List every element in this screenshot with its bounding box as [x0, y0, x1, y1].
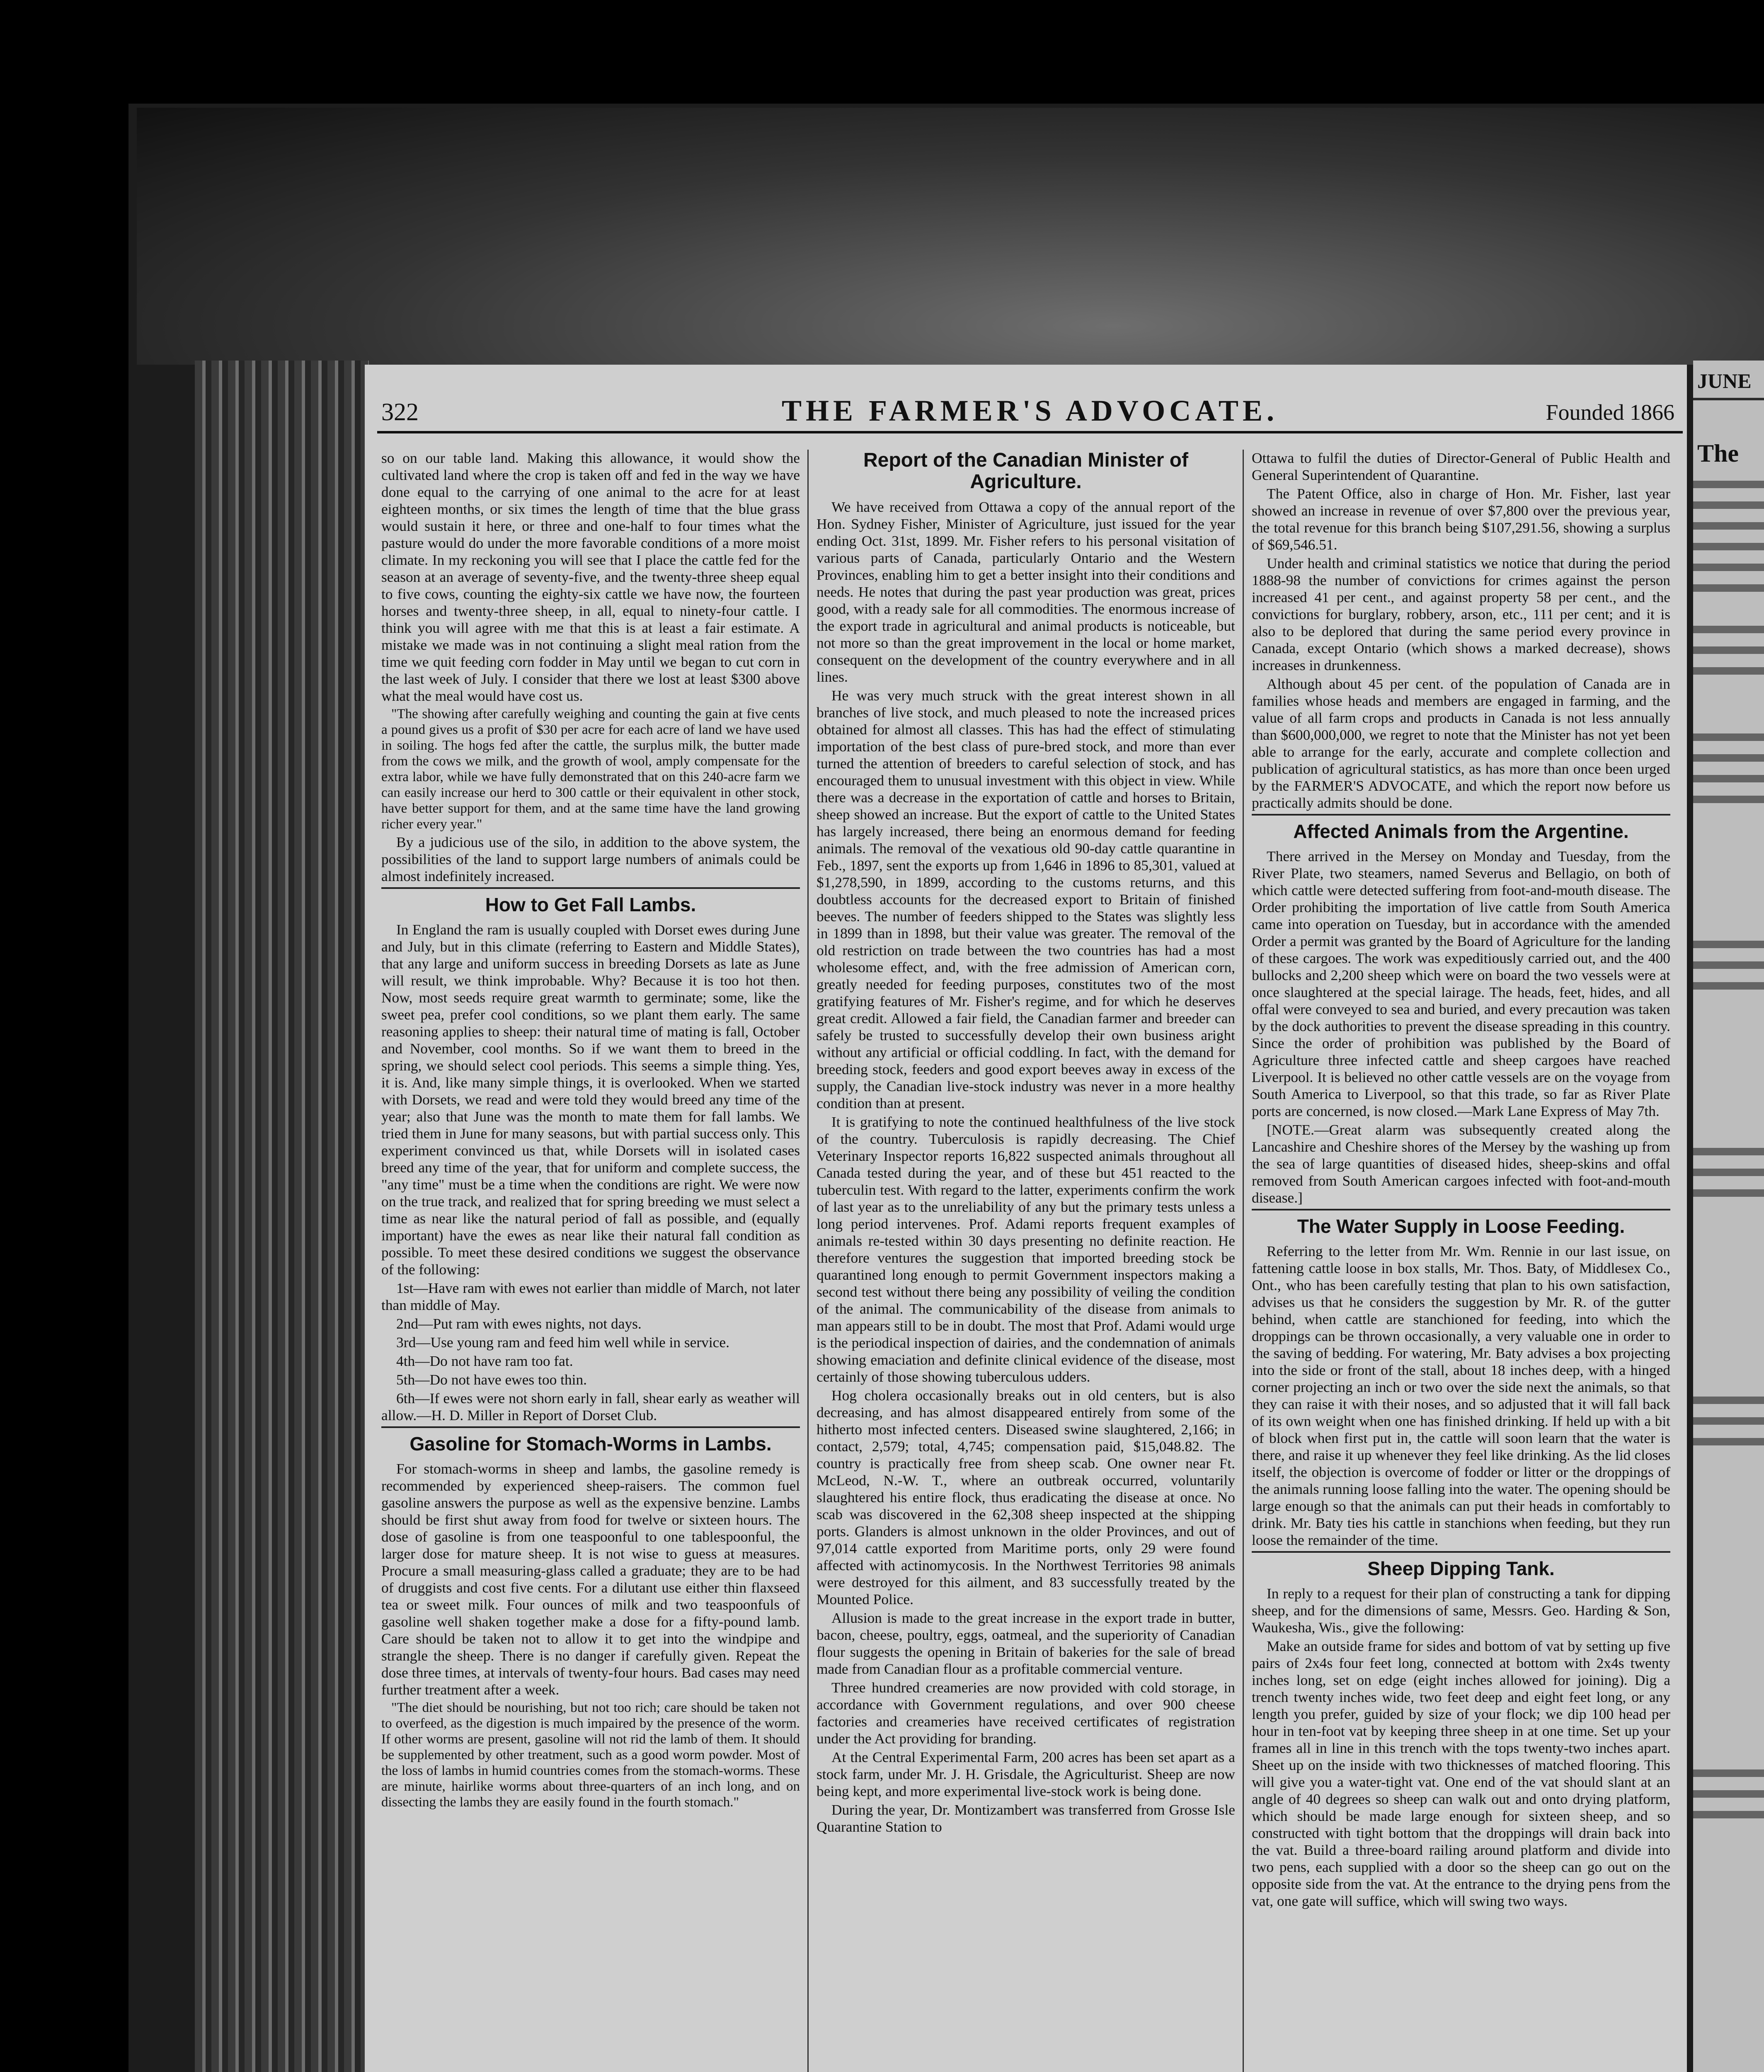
article-paragraph: There arrived in the Mersey on Monday and Tuesday, from the River Plate, two steamers, named Severus and Bellagio, on both of which cattle were detected suffering from foot-and-mouth disease. The Order prohibiting the importation of live cattle from South America came into operation on Tuesday, but in accordance with the amended Order a permit was granted by the Board of Agriculture for the landing of these cargoes. The work was expeditiously carried out, and the 400 bullocks and 2,200 sheep which were on board the two vessels were at once slaughtered at the special lairage. The heads, feet, hides, and all offal were conveyed to sea and buried, and every precaution was taken by the dock authorities to prevent the disease spreading in this country. Since the order of prohibition was published by the Board of Agriculture three infected cattle and sheep cargoes have reached Liverpool. It is believed no other cattle vessels are on the voyage from South America to Liverpool, so that this trade, so far as River Plate ports are concerned, is now closed.—Mark Lane Express of May 7th.: [1252, 848, 1670, 1119]
column-right: [1252, 450, 1670, 1911]
founded-label: Founded 1866: [1546, 400, 1674, 425]
facing-page-header: JUNE: [1697, 369, 1752, 392]
article-paragraph: At the Central Experimental Farm, 200 acres has been set apart as a stock farm, under Mr. J. H. Grisdale, the Agriculturist. Sheep are now being kept, and more experimental live-stock work is being done.: [817, 1749, 1235, 1799]
facing-page-text-line: [1693, 584, 1764, 592]
article-paragraph: He was very much struck with the great interest shown in all branches of live stock, and much pleased to note the increased prices obtained for almost all classes. This has had the effect of stimulating importation of the best class of pure-bred stock, and more than ever turned the attention of breeders to careful selection of stock, and has encouraged them to unusual investment with this object in view. While there was a decrease in the exportation of cattle and horses to Britain, sheep showed an increase. But the export of cattle to the United States has largely increased, there being an enormous demand for feeding animals. The removal of the vexatious old 90-day cattle quarantine in Feb., 1897, sent the exports up from 1,646 in 1896 to 85,301, valued at $1,278,590, in 1899, according to the customs returns, and this doubtless accounts for the decreased export to Britain of finished beeves. The number of feeders shipped to the States was slightly less in 1899 than in 1898, but their value was greater. The removal of the old restriction on trade between the two countries has had a most wholesome effect, and, with the free admission of American corn, greatly needed for feeding purposes, constitutes two of the most gratifying features of Mr. Fisher's regime, and for which he deserves great credit. Allowed a fair field, the Canadian farmer and breeder can safely be trusted to successfully develop their own business aright without any artificial or official coddling. In fact, with the demand for breeding stock, feeders and good export beeves away in excess of the supply, the Canadian live-stock industry was never in a more healthy condition than at present.: [817, 687, 1235, 1111]
headline-fall-lambs: How to Get Fall Lambs.: [485, 894, 696, 915]
facing-page-text-line: [1693, 1169, 1764, 1176]
headline-argentine: Affected Animals from the Argentine.: [1293, 821, 1629, 842]
facing-page-text-line: [1693, 501, 1764, 509]
article-paragraph: In reply to a request for their plan of constructing a tank for dipping sheep, and for the dimensions of same, Messrs. Geo. Harding & Son, Waukesha, Wis., give the following:: [1252, 1585, 1670, 1636]
section-divider: [1252, 814, 1670, 816]
article-paragraph: The Patent Office, also in charge of Hon. Mr. Fisher, last year showed an increase in revenue of over $7,800 over the previous year, the total revenue for this branch being $107,291.56, showing a surplus of $69,546.51.: [1252, 485, 1670, 553]
facing-page-title: The: [1697, 440, 1739, 467]
facing-page-text-line: [1693, 775, 1764, 782]
facing-page: [1693, 361, 1764, 2072]
top-border: [0, 0, 1764, 104]
rule-item: 3rd—Use young ram and feed him well while in service.: [396, 1334, 729, 1351]
article-paragraph: Under health and criminal statistics we notice that during the period 1888-98 the number of convictions for crimes against the person increased 41 per cent., and against property 58 per cent., and the convictions for burglary, robbery, arson, etc., 111 per cent; and it is also to be deplored that during the same period every province in Canada, except Ontario (which shows a marked decrease), shows increases in drunkenness.: [1252, 555, 1670, 673]
article-paragraph: For stomach-worms in sheep and lambs, the gasoline remedy is recommended by experienced sheep-raisers. The common fuel gasoline answers the purpose as well as the expensive benzine. Lambs should be first shut away from food for twelve or sixteen hours. The dose of gasoline is from one teaspoonful to one tablespoonful, the larger dose for mature sheep. It is not wise to guess at measures. Procure a small measuring-glass called a graduate; they are to be had of druggists and cost five cents. For a dilutant use either thin flaxseed tea or sweet milk. Four ounces of milk and two teaspoonfuls of gasoline well shaken together make a dose for a fifty-pound lamb. Care should be taken not to allow it to get into the windpipe and strangle the sheep. There is no danger if carefully given. Repeat the dose three times, at intervals of twenty-four hours. Bad cases may need further treatment after a week.: [381, 1460, 800, 1698]
article-paragraph: Ottawa to fulfil the duties of Director-General of Public Health and General Superintendent of Quarantine.: [1252, 450, 1670, 483]
facing-page-text-line: [1693, 1189, 1764, 1197]
article-paragraph: Make an outside frame for sides and bottom of vat by setting up five pairs of 2x4s four feet long, connected at bottom with 2x4s twenty inches long, set on edge (eight inches allowed for joining). Dig a trench twenty inches wide, two feet deep and eight feet long, or any length you prefer, guided by size of your flock; we dip 100 head per hour in ten-foot vat by keeping three sheep in at one time. Set up your frames all in line in this trench with the tops twenty-two inches apart. Sheet up on the inside with two thicknesses of matched flooring. This will give you a water-tight vat. One end of the vat should slant at an angle of 40 degrees so sheep can walk out and onto drying platform, which should be made large enough for sixteen sheep, and so constructed with tight bottom that the droppings will drain back into the vat. Build a three-board railing around platform and divide into two pens, each supplied with a door so the sheep can go out on the opposite side from the vat. At the entrance to the drying pens from the vat, one gate will suffice, which will swing two ways.: [1252, 1638, 1670, 1909]
quoted-paragraph: "The diet should be nourishing, but not too rich; care should be taken not to overfeed, as the digestion is much impaired by the presence of the worm. If other worms are present, gasoline will not rid the lamb of them. It should be supplemented by other treatment, such as a good worm powder. Most of the loss of lambs in humid countries comes from the stomach-worms. These are minute, hairlike worms about three-quarters of an inch long, and on dissecting the lambs they are easily found in the fourth stomach.": [381, 1700, 800, 1810]
article-paragraph: Three hundred creameries are now provided with cold storage, in accordance with Government regulations, and over 900 cheese factories and creameries have received certificates of registration under the Act providing for branding.: [817, 1679, 1235, 1747]
facing-page-text-line: [1693, 754, 1764, 762]
rule-item: 4th—Do not have ram too fat.: [396, 1353, 573, 1369]
headline-water-supply: The Water Supply in Loose Feeding.: [1297, 1215, 1625, 1237]
facing-page-text-line: [1693, 667, 1764, 675]
facing-page-text-line: [1693, 522, 1764, 530]
newspaper-page: [365, 365, 1687, 2072]
facing-page-text-line: [1693, 626, 1764, 633]
facing-page-text-line: [1693, 646, 1764, 654]
section-divider: [1252, 1209, 1670, 1210]
masthead: [377, 394, 1683, 433]
facing-page-text-line: [1693, 1811, 1764, 1818]
facing-page-text-line: [1693, 982, 1764, 990]
binding-shadow: [137, 108, 1764, 365]
article-paragraph: Although about 45 per cent. of the population of Canada are in families whose heads and members are engaged in farming, and the value of all farm crops and products in Canada is not less annually than $600,000,000, we regret to note that the Minister has not yet been able to arrange for the early, accurate and complete collection and publication of agricultural statistics, as has more than once been urged by the FARMER'S ADVOCATE, and which the report now before us practically admits should be done.: [1252, 675, 1670, 811]
quoted-paragraph: "The showing after carefully weighing and counting the gain at five cents a pound gives us a profit of $30 per acre for each acre of land we have used in soiling. The hogs fed after the cattle, the surplus milk, the butter made from the cows we milk, and the growth of wool, amply compensate for the extra labor, while we have fully demonstrated that on this 240-acre farm we can easily increase our herd to 300 cattle or their equivalent in other stock, have better support for them, and at the same time have the land growing richer every year.": [381, 707, 800, 832]
facing-page-text-line: [1693, 481, 1764, 488]
facing-page-text-line: [1693, 1417, 1764, 1425]
rule-item: 5th—Do not have ewes too thin.: [396, 1371, 587, 1388]
article-paragraph: During the year, Dr. Montizambert was transferred from Grosse Isle Quarantine Station to: [817, 1801, 1235, 1835]
facing-page-rule: [1693, 398, 1764, 400]
headline-gasoline: Gasoline for Stomach-Worms in Lambs.: [410, 1433, 772, 1455]
article-paragraph: so on our table land. Making this allowance, it would show the cultivated land where the crop is taken off and fed in the way we have done equal to the carrying of one animal to the acre for at least eighteen months, or six times the length of time that the blue grass would sustain it here, or three and one-half to four times what the pasture would do under the more favorable conditions of a more moist climate. In my reckoning you will see that I place the cattle fed for the season at an average of seventy-five, and the twenty-three sheep equal to five cows, counting the eighty-six cattle we have now, the fourteen horses and twenty-three sheep, in all, equal to ninety-four cattle. I think you will agree with me that this is at least a fair estimate. A mistake we made was in not continuing a slight meal ration from the time we quit feeding corn fodder in May until we began to cut corn in the last week of July. I consider that there we lost at least $300 above what the meal would have cost us.: [381, 450, 800, 704]
facing-page-text-line: [1693, 564, 1764, 571]
section-divider: [1252, 1551, 1670, 1553]
headline-dipping-tank: Sheep Dipping Tank.: [1367, 1558, 1555, 1579]
article-paragraph: Allusion is made to the great increase in the export trade in butter, bacon, cheese, poultry, eggs, oatmeal, and the superiority of Canadian flour suggests the opening in Britain of bakeries for the sale of bread made from Canadian flour as a profitable commercial venture.: [817, 1610, 1235, 1677]
facing-page-text-line: [1693, 961, 1764, 969]
facing-page-text-line: [1693, 1769, 1764, 1777]
column-middle: [817, 450, 1235, 1837]
page-number: 322: [381, 398, 419, 426]
article-paragraph: We have received from Ottawa a copy of the annual report of the Hon. Sydney Fisher, Minister of Agriculture, just issued for the year ending Oct. 31st, 1899. Mr. Fisher refers to his personal visitation of various parts of Canada, particularly Ontario and the Western Provinces, enabling him to get a better insight into their conditions and needs. He notes that during the past year production was great, prices good, with a ready sale for all commodities. The enormous increase of the export trade in agricultural and animal products is noticeable, but not more so than the great improvement in the local or home market, consequent on the development of the country everywhere and in all lines.: [817, 499, 1235, 685]
facing-page-text-line: [1693, 796, 1764, 803]
editor-note: [NOTE.—Great alarm was subsequently created along the Lancashire and Cheshire shores of the Mersey by the washing up from the sea of large quantities of diseased hides, sheep-skins and offal removed from South American cargoes infected with foot-and-mouth disease.]: [1252, 1121, 1670, 1206]
article-paragraph: By a judicious use of the silo, in addition to the above system, the possibilities of the land to support large numbers of animals could be almost indefinitely increased.: [381, 834, 800, 884]
section-divider: [381, 887, 800, 889]
facing-page-text-line: [1693, 1397, 1764, 1404]
facing-page-text-line: [1693, 543, 1764, 550]
rule-item: 2nd—Put ram with ewes nights, not days.: [396, 1315, 642, 1332]
article-paragraph: It is gratifying to note the continued healthfulness of the live stock of the country. Tuberculosis is rapidly decreasing. The Chief Veterinary Inspector reports 16,822 suspected animals throughout all Canada tested during the year, and of these but 451 reacted to the tuberculin test. With regard to the latter, experiments confirm the work of last year as to the unreliability of any but the primary tests unless a long period intervenes. Prof. Adami reports frequent examples of animals re-tested within 30 days presenting no definite reaction. He therefore ventures the suggestion that imported breeding stock be quarantined long enough to permit Government inspectors making a second test without there being any possibility of veiling the condition of the animal. The communicability of the disease from animals to man appears still to be in doubt. The most that Prof. Adami would urge is the periodical inspection of dairies, and the condemnation of animals showing emaciation and definite clinical evidence of the disease, most certainly of those showing tuberculous udders.: [817, 1113, 1235, 1385]
article-paragraph: Hog cholera occasionally breaks out in old centers, but is also decreasing, and has almost disappeared entirely from some of the hitherto most infected centers. Diseased swine slaughtered, 2,166; in contact, 2,579; total, 4,745; compensation paid, $15,048.82. The country is practically free from sheep scab. One owner near Ft. McLeod, N.-W. T., where an outbreak occurred, voluntarily slaughtered his entire flock, thus eradicating the disease at once. No scab was discovered in the 62,308 sheep inspected at the shipping ports. Glanders is almost unknown in the older Provinces, and out of 97,014 cattle exported from Maritime ports, only 29 were found affected with actinomycosis. In the Northwest Territories 98 animals were destroyed for this ailment, and 83 successfully treated by the Mounted Police.: [817, 1387, 1235, 1607]
rule-item: 6th—If ewes were not shorn early in fall, shear early as weather will allow.—H. D. Miller in Report of Dorset Club.: [381, 1390, 800, 1423]
column-left: [381, 450, 800, 1812]
facing-page-text-line: [1693, 733, 1764, 741]
rule-item: 1st—Have ram with ewes not earlier than middle of March, not later than middle of May.: [381, 1280, 800, 1313]
column-divider: [807, 450, 809, 2072]
headline-report: Report of the Canadian Minister of Agriculture.: [863, 449, 1189, 493]
article-paragraph: In England the ram is usually coupled with Dorset ewes during June and July, but in this climate (referring to Eastern and Middle States), that any large and uniform success in breeding Dorsets as late as June will result, we think improbable. Why? Because it is too hot then. Now, most seeds require great warmth to germinate; some, like the sweet pea, prefer cool conditions, so we plant them early. The same reasoning applies to sheep: their natural time of mating is fall, October and November, cool months. So if we want them to breed in the spring, we should select cool periods. This seems a simple thing. Yes, it is. And, like many simple things, it is overlooked. When we started with Dorsets, we read and were told they would breed any time of the year; also that June was the month to mate them for fall lambs. We tried them in June for many seasons, but with partial success only. This experiment convinced us that, while Dorsets will in isolated cases breed any time of the year, that for uniform and complete success, the "any time" must be a time when the conditions are right. We were now on the true track, and realized that for spring breeding we must select a time as near like the natural period of fall as possible, and (equally important) have the ewes as near like their natural fall condition as possible. To meet these desired conditions we suggest the observance of the following:: [381, 921, 800, 1278]
page-edges: [195, 361, 369, 2072]
article-paragraph: Referring to the letter from Mr. Wm. Rennie in our last issue, on fattening cattle loose in box stalls, Mr. Thos. Baty, of Middlesex Co., Ont., who has been carefully testing that plan to his own satisfaction, advises us that he considers the suggestion by Mr. R. of the gutter behind, when cattle are stanchioned for feeding, into which the droppings can be thrown occasionally, a very valuable one in order to the saving of bedding. For watering, Mr. Baty advises a box projecting into the side or front of the stall, about 18 inches deep, with a hinged corner projecting an inch or two over the side next the animals, so that they can raise it with their noses, and so adjusted that it will fall back of its own weight when one has finished drinking. If held up with a bit of block when first put in, the cattle will soon learn that the water is there, and raise it up whenever they feel like drinking. As the lid closes itself, the objection is overcome of fodder or litter or the droppings of the animals running loose falling into the water. The opening should be large enough so that the animals can put their heads in comfortably to drink. Mr. Baty ties his cattle in stanchions when feeding, but they run loose the remainder of the time.: [1252, 1243, 1670, 1548]
paper-title: THE FARMER'S ADVOCATE.: [782, 394, 1278, 427]
facing-page-text-line: [1693, 1790, 1764, 1798]
facing-page-text-line: [1693, 941, 1764, 948]
facing-page-text-line: [1693, 1438, 1764, 1445]
facing-page-text-line: [1693, 1148, 1764, 1155]
column-divider: [1243, 450, 1244, 2072]
section-divider: [381, 1426, 800, 1428]
